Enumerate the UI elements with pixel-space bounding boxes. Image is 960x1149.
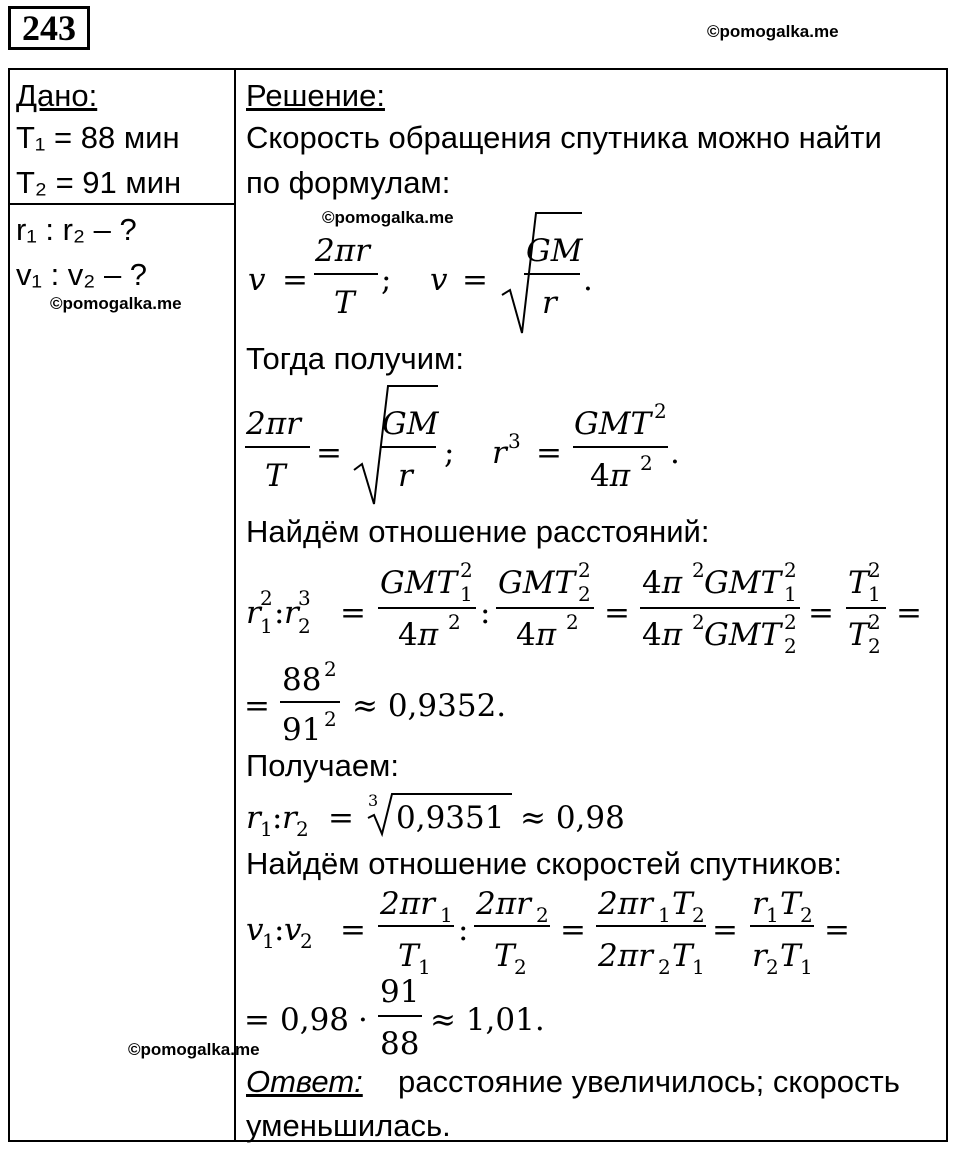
svg-text:91: 91 <box>282 712 322 748</box>
svg-text:≈ 1,01.: ≈ 1,01. <box>430 1002 545 1038</box>
svg-text:GMT: GMT <box>380 565 458 601</box>
svg-text:r: r <box>246 800 261 836</box>
given-divider <box>8 203 236 205</box>
svg-text:v: v <box>246 912 264 948</box>
watermark: ©pomogalka.me <box>128 1040 260 1059</box>
svg-text:2: 2 <box>868 558 881 582</box>
svg-text:GMT: GMT <box>704 565 782 601</box>
svg-text:2: 2 <box>868 634 881 658</box>
svg-text:GMT: GMT <box>498 565 576 601</box>
svg-text:88: 88 <box>282 662 322 698</box>
svg-text:.: . <box>583 262 593 298</box>
svg-text:1: 1 <box>262 929 275 953</box>
svg-text:2: 2 <box>692 610 705 634</box>
svg-text:1: 1 <box>440 903 453 927</box>
svg-text:T: T <box>494 938 515 974</box>
svg-text:2: 2 <box>460 558 473 582</box>
svg-text:1: 1 <box>460 582 473 606</box>
svg-text:2: 2 <box>658 955 671 979</box>
find-v-ratio: v₁ : v₂ – ? <box>16 257 148 292</box>
svg-text:2: 2 <box>800 903 813 927</box>
svg-text:2: 2 <box>298 614 311 638</box>
svg-text:2: 2 <box>784 634 797 658</box>
radii-ratio-derivation <box>240 553 940 663</box>
answer-text-line2: уменьшилась. <box>246 1108 451 1143</box>
svg-text:r: r <box>284 595 299 631</box>
watermark: ©pomogalka.me <box>322 208 454 227</box>
svg-text:=: = <box>536 435 562 471</box>
svg-text:r: r <box>542 285 557 321</box>
svg-text:v: v <box>284 912 302 948</box>
svg-text:=: = <box>604 595 630 631</box>
svg-text:T: T <box>265 458 286 494</box>
svg-text:=: = <box>896 595 922 631</box>
svg-text:2: 2 <box>324 660 337 681</box>
svg-text:3: 3 <box>298 586 311 610</box>
svg-text:r: r <box>752 886 767 922</box>
find-speeds-text: Найдём отношение скоростей спутников: <box>246 846 843 881</box>
svg-text:91: 91 <box>380 974 420 1010</box>
svg-text:T: T <box>398 938 419 974</box>
svg-text:2: 2 <box>784 610 797 634</box>
svg-text:2: 2 <box>260 586 273 610</box>
svg-text::: : <box>480 595 491 631</box>
svg-text:;: ; <box>444 435 455 471</box>
svg-text:2: 2 <box>868 610 881 634</box>
svg-text:88: 88 <box>380 1026 420 1060</box>
svg-text:=: = <box>560 912 586 948</box>
svg-text:=: = <box>282 262 308 298</box>
watermark: ©pomogalka.me <box>707 22 839 41</box>
svg-text:;: ; <box>381 262 392 298</box>
svg-text:=: = <box>340 912 366 948</box>
svg-text:r: r <box>492 435 507 471</box>
svg-text::: : <box>274 912 285 948</box>
answer-text-line1: расстояние увеличилось; скорость <box>398 1064 900 1099</box>
svg-text:2: 2 <box>514 955 527 979</box>
orbit-equation <box>240 378 700 510</box>
svg-text:2πr: 2πr <box>598 938 653 974</box>
svg-text:=: = <box>244 688 270 724</box>
svg-text:1: 1 <box>418 955 431 979</box>
svg-text:0,9351: 0,9351 <box>396 800 505 836</box>
svg-text:r: r <box>398 458 413 494</box>
svg-text:2: 2 <box>640 451 653 475</box>
svg-text::: : <box>272 800 283 836</box>
svg-text:3: 3 <box>508 429 521 453</box>
svg-text:2πr: 2πr <box>476 886 531 922</box>
svg-text:T: T <box>848 565 869 601</box>
svg-text:1: 1 <box>260 817 273 838</box>
svg-text:=: = <box>244 1002 270 1038</box>
svg-text:T: T <box>672 886 693 922</box>
svg-text:1: 1 <box>800 955 813 979</box>
radii-ratio-result <box>240 660 540 750</box>
column-divider <box>234 68 236 1142</box>
svg-text:1: 1 <box>868 582 881 606</box>
solution-line2: по формулам: <box>246 165 451 200</box>
svg-text::: : <box>274 595 285 631</box>
svg-text:2: 2 <box>324 707 337 731</box>
svg-text:4π: 4π <box>590 458 631 494</box>
svg-text:r: r <box>752 938 767 974</box>
speeds-ratio-derivation <box>240 884 880 980</box>
find-radii-text: Найдём отношение расстояний: <box>246 514 710 549</box>
svg-text:r: r <box>282 800 297 836</box>
answer-label: Ответ: <box>246 1064 363 1099</box>
svg-text:v: v <box>248 262 266 298</box>
svg-text:4π: 4π <box>642 565 683 601</box>
svg-text:T: T <box>672 938 693 974</box>
then-text: Тогда получим: <box>246 341 464 376</box>
svg-text:T: T <box>780 886 801 922</box>
svg-text:2: 2 <box>692 558 705 582</box>
svg-text:1: 1 <box>658 903 671 927</box>
svg-text:0,98: 0,98 <box>280 1002 350 1038</box>
svg-text:2: 2 <box>784 558 797 582</box>
given-t1: T₁ = 88 мин <box>16 120 180 155</box>
problem-number: 243 <box>8 6 90 50</box>
svg-text:=: = <box>340 595 366 631</box>
svg-text:2πr: 2πr <box>380 886 435 922</box>
watermark: ©pomogalka.me <box>50 294 182 313</box>
svg-text:T: T <box>848 617 869 653</box>
svg-text:2: 2 <box>448 610 461 634</box>
svg-text:GMT: GMT <box>704 617 782 653</box>
svg-text:3: 3 <box>368 791 379 810</box>
svg-text:GM: GM <box>382 406 439 442</box>
svg-text:≈ 0,9352.: ≈ 0,9352. <box>352 688 507 724</box>
svg-text:2: 2 <box>566 610 579 634</box>
svg-text:.: . <box>670 435 680 471</box>
svg-text:1: 1 <box>260 614 273 638</box>
cube-root-result <box>240 788 660 838</box>
given-heading: Дано: <box>16 78 98 113</box>
solution-line1: Скорость обращения спутника можно найти <box>246 120 882 155</box>
svg-text:2: 2 <box>766 955 779 979</box>
svg-text:2πr: 2πr <box>598 886 653 922</box>
svg-text:T: T <box>780 938 801 974</box>
svg-text:v: v <box>430 262 448 298</box>
svg-text:T: T <box>334 285 355 321</box>
svg-text:1: 1 <box>766 903 779 927</box>
svg-text:4π: 4π <box>642 617 683 653</box>
svg-text:2: 2 <box>300 929 313 953</box>
svg-text:2: 2 <box>578 582 591 606</box>
svg-text:2πr: 2πr <box>246 406 301 442</box>
svg-text:2: 2 <box>578 558 591 582</box>
speed-formulas <box>240 205 640 340</box>
svg-text:2: 2 <box>654 399 667 423</box>
svg-text:2: 2 <box>692 903 705 927</box>
find-r-ratio: r₁ : r₂ – ? <box>16 212 137 247</box>
svg-text:=: = <box>316 435 342 471</box>
svg-text:2πr: 2πr <box>315 233 370 269</box>
svg-text:1: 1 <box>692 955 705 979</box>
svg-text:1: 1 <box>784 582 797 606</box>
svg-text:2: 2 <box>296 817 309 838</box>
svg-text:=: = <box>808 595 834 631</box>
svg-text:GMT: GMT <box>574 406 652 442</box>
svg-text:4π: 4π <box>398 617 439 653</box>
svg-text:·: · <box>358 1002 368 1038</box>
svg-text:=: = <box>824 912 850 948</box>
speeds-ratio-result <box>240 970 600 1060</box>
given-t2: T₂ = 91 мин <box>16 165 182 200</box>
svg-text::: : <box>458 912 469 948</box>
svg-text:4π: 4π <box>516 617 557 653</box>
svg-text:r: r <box>246 595 261 631</box>
svg-text:GM: GM <box>526 233 583 269</box>
svg-text:=: = <box>462 262 488 298</box>
get-text: Получаем: <box>246 748 399 783</box>
svg-text:=: = <box>328 800 354 836</box>
svg-text:≈ 0,98: ≈ 0,98 <box>520 800 625 836</box>
svg-text:=: = <box>712 912 738 948</box>
solution-heading: Решение: <box>246 78 385 113</box>
svg-text:2: 2 <box>536 903 549 927</box>
